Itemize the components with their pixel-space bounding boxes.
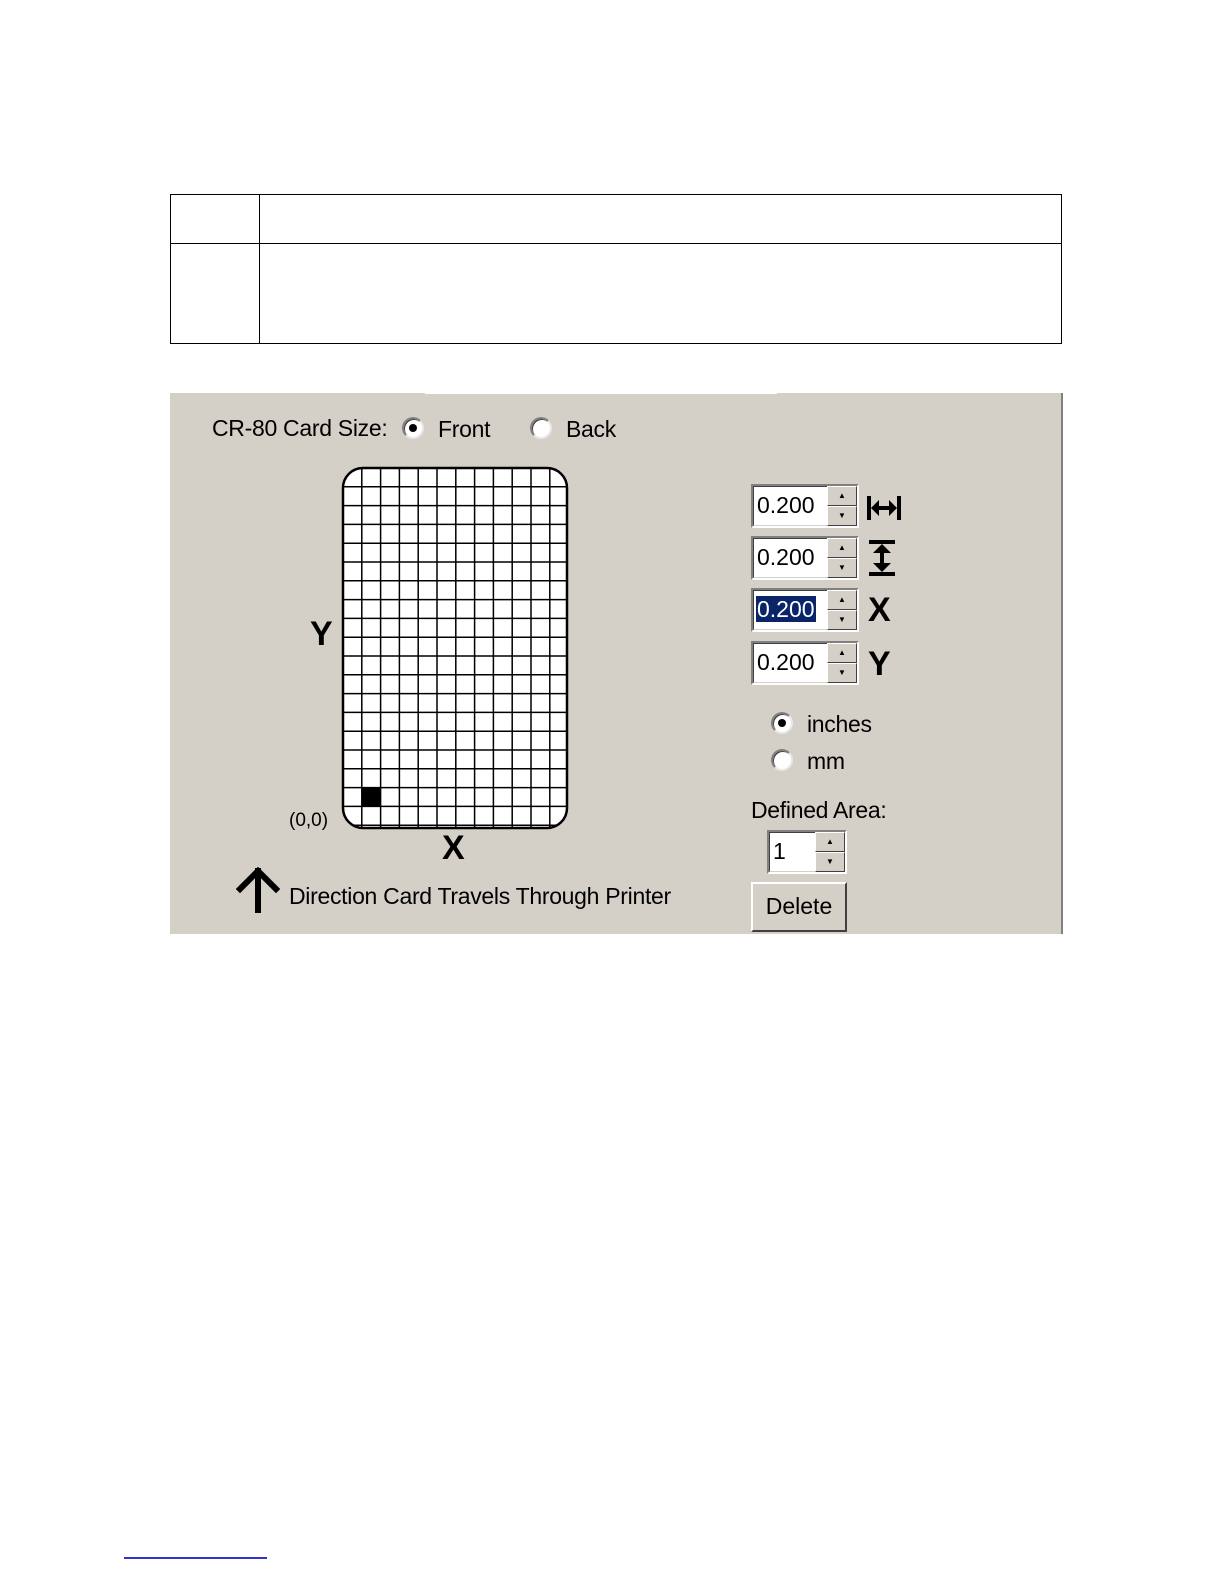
print-area-dialog [170,393,1063,934]
defined-area-value[interactable]: 1 [773,838,786,864]
x-axis-label: X [442,829,465,867]
front-radio[interactable] [402,417,424,439]
inches-radio[interactable] [771,712,793,734]
spin-down-button[interactable]: ▼ [815,852,845,872]
defined-area-marker[interactable] [362,787,381,806]
width-arrows-icon [866,495,902,521]
spinbox-buttons [827,590,857,630]
defined-area-label: Defined Area: [751,797,887,823]
back-label[interactable]: Back [566,416,616,442]
front-label[interactable]: Front [438,416,491,442]
up-arrow-icon [236,867,280,913]
table-cell [260,195,1062,244]
y-position-value[interactable]: 0.200 [757,649,815,675]
x-position-spinbox[interactable] [751,588,859,632]
inches-label[interactable]: inches [807,711,872,737]
height-value[interactable]: 0.200 [757,544,815,570]
x-position-icon: X [868,591,891,629]
spin-down-button[interactable]: ▼ [827,558,857,578]
spinbox-buttons [827,643,857,683]
spin-up-button[interactable]: ▲ [827,486,857,506]
spin-up-button[interactable]: ▲ [827,538,857,558]
table-cell [171,195,260,244]
y-position-icon: Y [868,645,891,683]
document-table [170,194,1062,344]
direction-label: Direction Card Travels Through Printer [289,883,671,909]
height-arrows-icon [868,539,896,577]
card-size-label: CR-80 Card Size: [212,415,388,441]
origin-label: (0,0) [289,810,329,831]
back-radio[interactable] [530,417,552,439]
width-spinbox[interactable] [751,484,859,528]
width-value[interactable]: 0.200 [757,492,815,518]
x-position-value[interactable]: 0.200 [757,596,815,622]
height-spinbox[interactable] [751,536,859,580]
spinbox-buttons [815,832,845,872]
spinbox-buttons [827,486,857,526]
table-cell [171,244,260,344]
spinbox-buttons [827,538,857,578]
spin-down-button[interactable]: ▼ [827,663,857,683]
panel-divider [425,393,777,394]
spin-up-button[interactable]: ▲ [827,643,857,663]
y-position-spinbox[interactable] [751,641,859,685]
spin-up-button[interactable]: ▲ [815,832,845,852]
card-grid[interactable] [340,465,572,831]
delete-button[interactable]: Delete [751,882,847,932]
radio-dot [409,424,417,432]
radio-dot [778,719,786,727]
mm-label[interactable]: mm [807,748,845,774]
defined-area-spinbox[interactable] [767,830,847,874]
table-cell [260,244,1062,344]
footnote-separator [124,1557,267,1559]
spin-down-button[interactable]: ▼ [827,610,857,630]
y-axis-label: Y [310,615,333,653]
mm-radio[interactable] [771,749,793,771]
spin-down-button[interactable]: ▼ [827,506,857,526]
spin-up-button[interactable]: ▲ [827,590,857,610]
